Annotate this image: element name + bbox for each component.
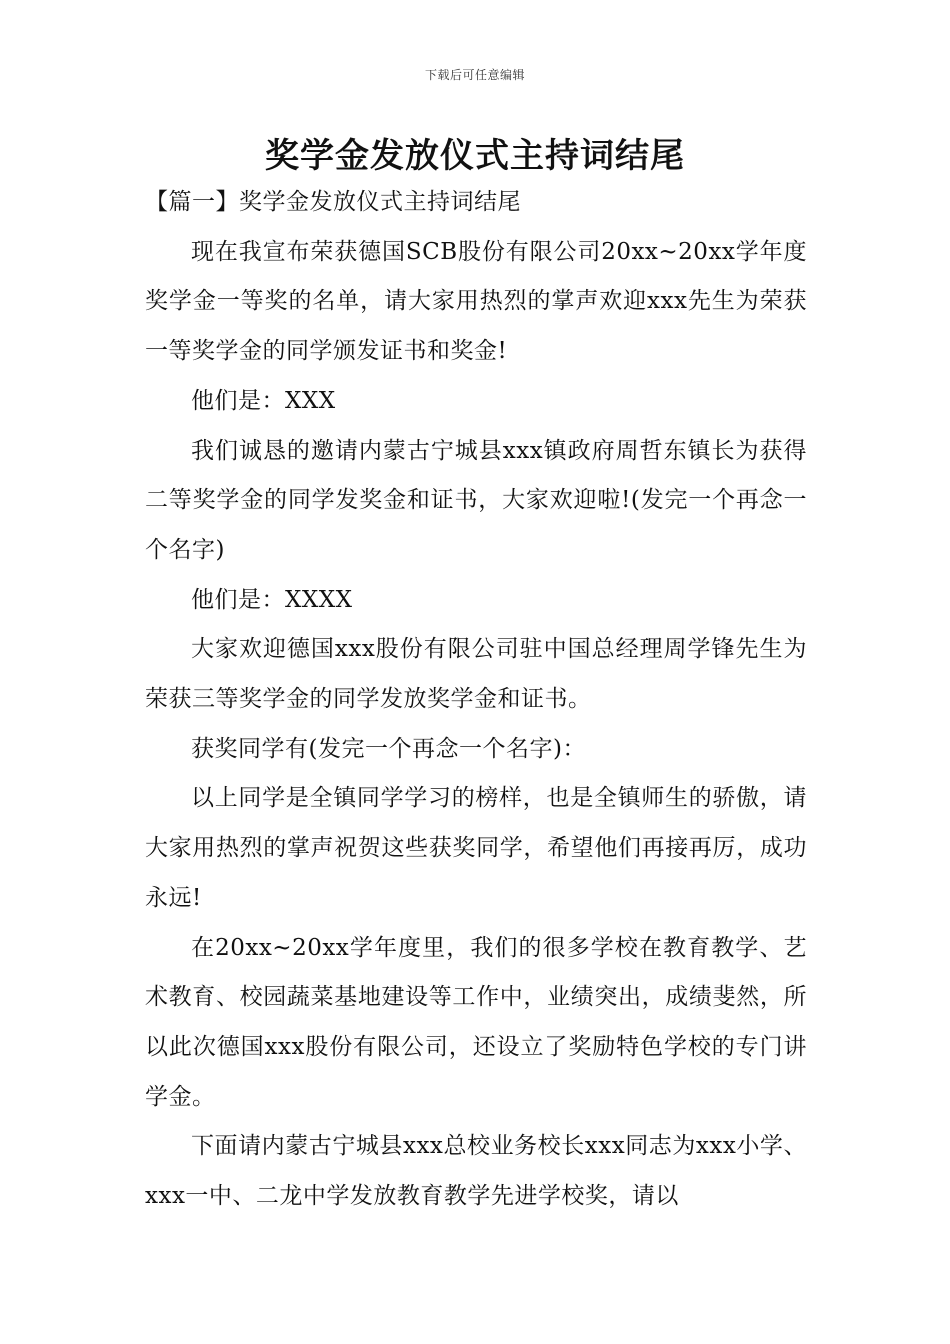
paragraph-7: 以上同学是全镇同学学习的榜样，也是全镇师生的骄傲，请大家用热烈的掌声祝贺这些获奖同学，希望他们再接再厉，成功永远! [145,785,807,911]
paragraph-4: 他们是：XXXX [191,586,353,613]
paragraph-9: 下面请内蒙古宁城县xxx总校业务校长xxx同志为xxx小学、xxx一中、二龙中学发放教育教学先进学校奖，请以 [145,1133,807,1210]
paragraph-6: 获奖同学有(发完一个再念一个名字)： [191,735,586,762]
paragraph-5: 大家欢迎德国xxx股份有限公司驻中国总经理周学锋先生为荣获三等奖学金的同学发放奖学金和证书。 [145,636,807,713]
section-heading: 【篇一】奖学金发放仪式主持词结尾 [145,189,521,215]
document-body [145,178,807,1222]
paragraph-1: 现在我宣布荣获德国SCB股份有限公司20xx~20xx学年度奖学金一等奖的名单，请大家用热烈的掌声欢迎xxx先生为荣获一等奖学金的同学颁发证书和奖金! [145,238,807,365]
paragraph-2: 他们是：XXX [191,387,336,414]
header-note: 下载后可任意编辑 [424,68,525,82]
paragraph-8: 在20xx~20xx学年度里，我们的很多学校在教育教学、艺术教育、校园蔬菜基地建设等工作中，业绩突出，成绩斐然，所以此次德国xxx股份有限公司，还设立了奖励特色学校的专门讲学金。 [145,934,807,1110]
document-title: 奖学金发放仪式主持词结尾 [265,136,685,176]
paragraph-3: 我们诚恳的邀请内蒙古宁城县xxx镇政府周哲东镇长为获得二等奖学金的同学发奖金和证书，大家欢迎啦!(发完一个再念一个名字) [145,437,807,563]
